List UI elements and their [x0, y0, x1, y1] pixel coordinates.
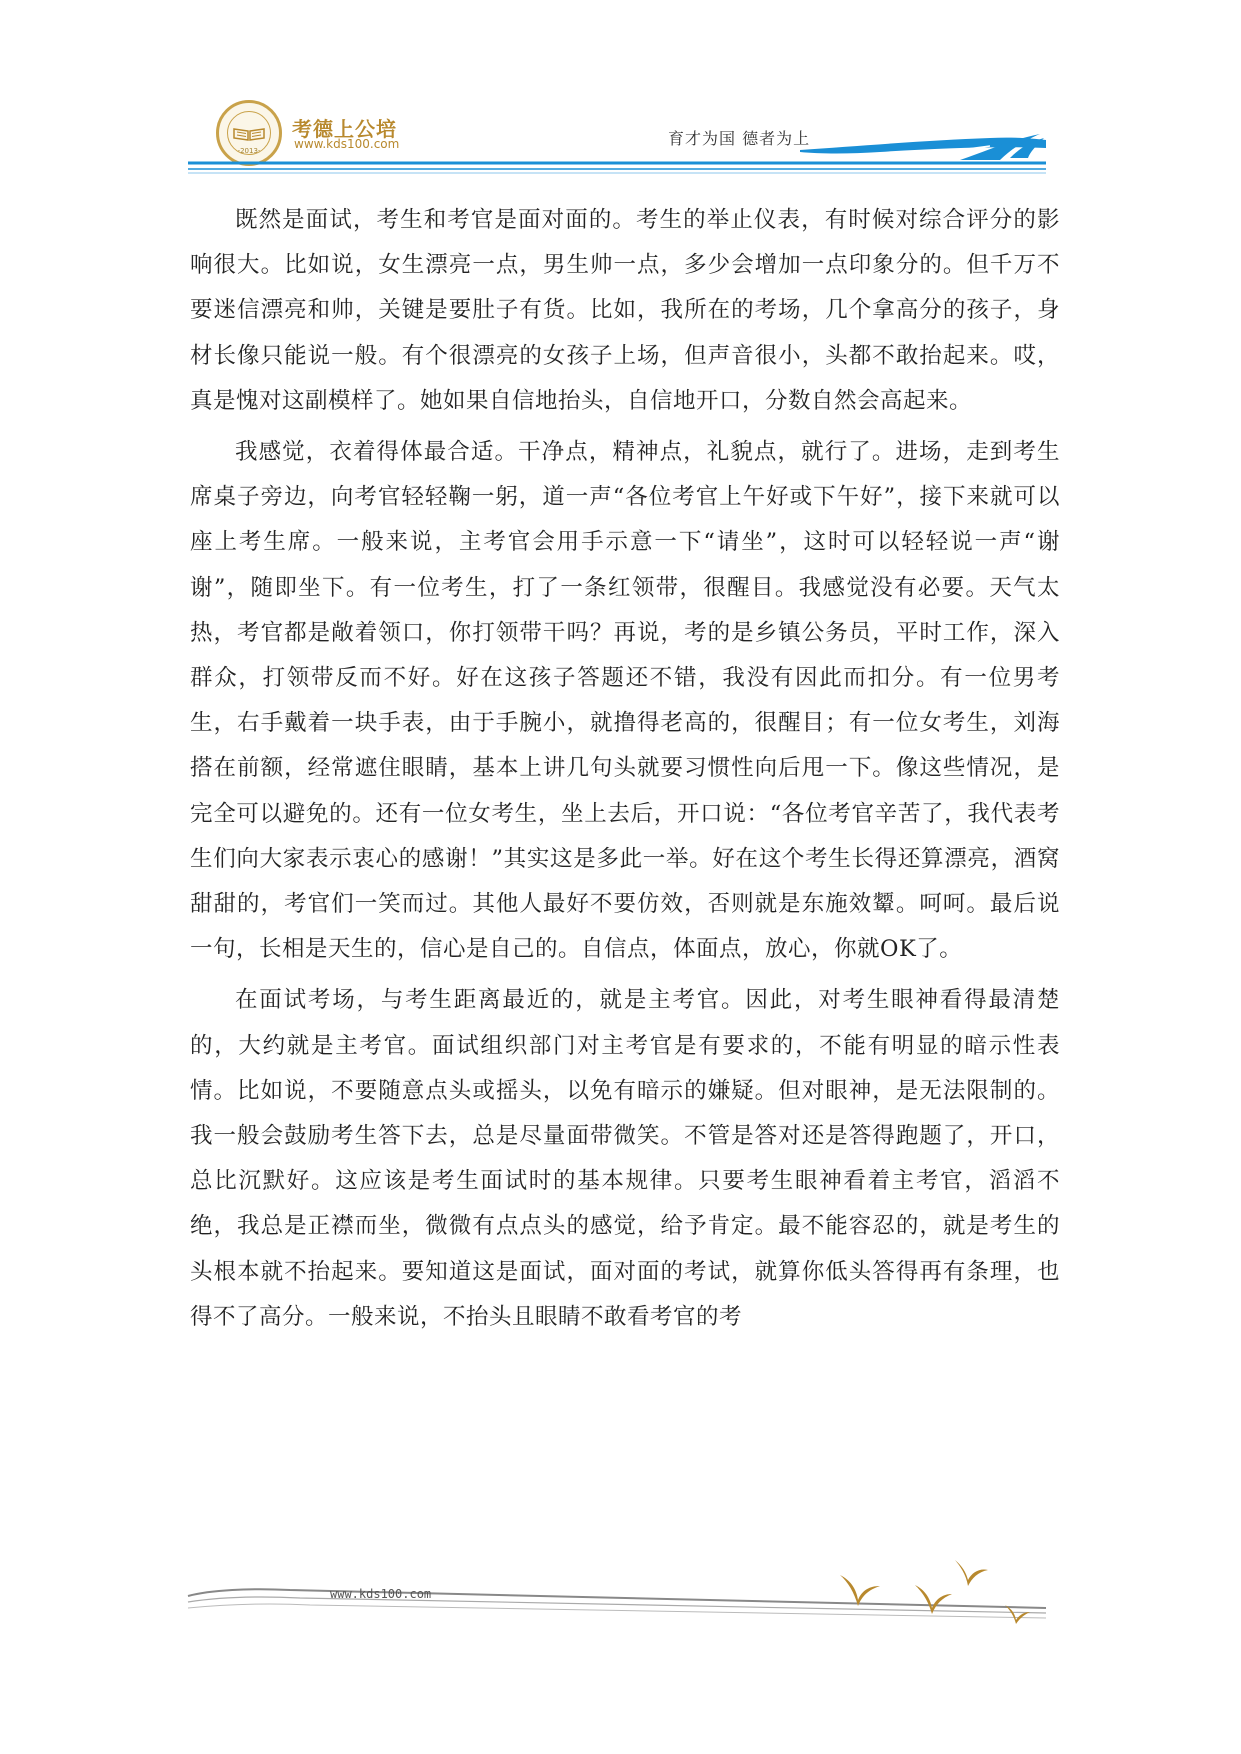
paragraph-2: 我感觉，衣着得体最合适。干净点，精神点，礼貌点，就行了。进场，走到考生席桌子旁边，向考官轻轻鞠一躬，道一声“各位考官上午好或下午好”，接下来就可以座上考生席。一般来说，主考官会用手示意一下“请坐”，这时可以轻轻说一声“谢谢”，随即坐下。有一位考生，打了一条红领带，很醒目。我感觉没有必要。天气太热，考官都是敞着领口，你打领带干吗？再说，考的是乡镇公务员，平时工作，深入群众，打领带反而不好。好在这孩子答题还不错，我没有因此而扣分。有一位男考生，右手戴着一块手表，由于手腕小，就撸得老高的，很醒目；有一位女考生，刘海搭在前额，经常遮住眼睛，基本上讲几句头就要习惯性向后甩一下。像这些情况，是完全可以避免的。还有一位女考生，坐上去后，开口说：“各位考官辛苦了，我代表考生们向大家表示衷心的感谢！”其实这是多此一举。好在这个考生长得还算漂亮，酒窝甜甜的，考官们一笑而过。其他人最好不要仿效，否则就是东施效颦。呵呵。最后说一句，长相是天生的，信心是自己的。自信点，体面点，放心，你就OK了。 — [190, 439, 1060, 963]
paragraph-1: 既然是面试，考生和考官是面对面的。考生的举止仪表，有时候对综合评分的影响很大。比如说，女生漂亮一点，男生帅一点，多少会增加一点印象分的。但千万不要迷信漂亮和帅，关键是要肚子有货。比如，我所在的考场，几个拿高分的孩子，身材长像只能说一般。有个很漂亮的女孩子上场，但声音很小，头都不敢抬起来。哎，真是愧对这副模样了。她如果自信地抬头，自信地开口，分数自然会高起来。 — [190, 207, 1060, 414]
header-slogan: 育才为国 德者为上 — [668, 129, 811, 148]
brand-url: www.kds100.com — [294, 137, 400, 151]
seal-year: -2013- — [237, 147, 261, 155]
footer-url: www.kds100.com — [330, 1587, 432, 1601]
brand-name: 考德上公培 — [292, 117, 397, 141]
paragraph-3: 在面试考场，与考生距离最近的，就是主考官。因此，对考生眼神看得最清楚的，大约就是主考官。面试组织部门对主考官是有要求的，不能有明显的暗示性表情。比如说，不要随意点头或摇头，以免有暗示的嫌疑。但对眼神，是无法限制的。我一般会鼓励考生答下去，总是尽量面带微笑。不管是答对还是答得跑题了，开口，总比沉默好。这应该是考生面试时的基本规律。只要考生眼神看着主考官，滔滔不绝，我总是正襟而坐，微微有点点头的感觉，给予肯定。最不能容忍的，就是考生的头根本就不抬起来。要知道这是面试，面对面的考试，就算你低头答得再有条理，也得不了高分。一般来说，不抬头且眼睛不敢看考官的考 — [190, 987, 1060, 1330]
